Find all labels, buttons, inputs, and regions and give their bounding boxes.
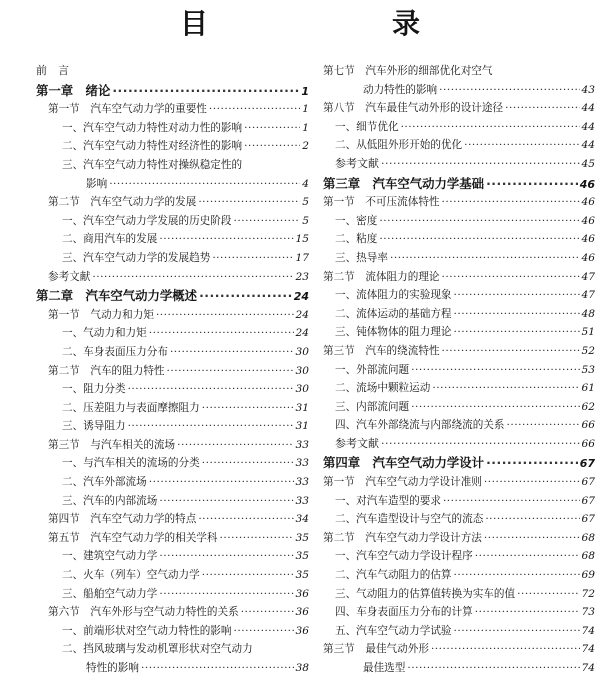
toc-leader-dots: [159, 585, 293, 604]
toc-entry-page: 66: [581, 437, 595, 450]
toc-entry: [323, 659, 595, 678]
toc-leader-dots: [92, 268, 293, 287]
toc-entry-page: 36: [295, 606, 309, 619]
toc-entry-page: 67: [581, 513, 595, 526]
toc-entry: [323, 416, 595, 435]
toc-entry-page: 33: [295, 476, 309, 489]
toc-entry: [323, 193, 595, 212]
toc-leader-dots: [407, 659, 579, 678]
toc-leader-dots: [431, 640, 580, 659]
toc-entry-page: 5: [302, 196, 309, 209]
toc-leader-dots: [454, 323, 580, 342]
toc-entry-title: 一、气动力和力矩: [62, 327, 147, 340]
toc-leader-dots: [507, 416, 580, 435]
toc-entry-title: 二、车身表面压力分布: [62, 345, 168, 358]
toc-entry-page: 5: [302, 214, 309, 227]
toc-entry-page: 35: [295, 531, 309, 544]
toc-leader-dots: [198, 510, 293, 529]
toc-entry: [36, 156, 309, 175]
toc-entry: [36, 81, 309, 101]
toc-entry-title: 第一节 不可压流体特性: [323, 196, 440, 209]
toc-entry-page: 74: [581, 662, 595, 674]
toc-entry: [323, 398, 595, 417]
toc-entry: [36, 585, 309, 604]
toc-entry: [323, 492, 595, 511]
toc-entry-title: 一、汽车空气动力学设计程序: [335, 550, 473, 563]
toc-entry-title: 一、汽车空气动力学发展的历史阶段: [62, 214, 232, 227]
toc-entry: [36, 473, 309, 492]
toc-entry-page: 72: [581, 587, 595, 600]
toc-entry-title: 四、汽车外部绕流与内部绕流的关系: [335, 419, 505, 432]
toc-leader-dots: [505, 99, 579, 118]
toc-entry-title: 一、阻力分类: [62, 383, 126, 396]
toc-entry: [36, 362, 309, 381]
toc-entry-page: 74: [581, 624, 595, 637]
toc-entry-title: 第五节 汽车空气动力学的相关学科: [48, 531, 218, 544]
toc-leader-dots: [379, 230, 579, 249]
toc-entry-title: 三、诱导阻力: [62, 420, 126, 433]
toc-entry-title: 三、汽车空气动力学的发展趋势: [62, 251, 211, 264]
toc-leader-dots: [442, 193, 580, 212]
toc-entry-page: 24: [293, 290, 309, 304]
toc-entry-title: 特性的影响: [86, 662, 139, 674]
toc-entry-title: 二、火车（列车）空气动力学: [62, 569, 200, 582]
toc-entry-title: 一、细节优化: [335, 120, 399, 133]
toc-entry-page: 45: [581, 157, 595, 170]
toc-leader-dots: [198, 193, 300, 212]
toc-leader-dots: [128, 417, 294, 436]
toc-leader-dots: [411, 398, 579, 417]
toc-entry-page: 68: [581, 531, 595, 544]
toc-entry-title: 四、车身表面压力分布的计算: [335, 606, 473, 619]
toc-entry-title: 第一节 汽车空气动力学的重要性: [48, 103, 207, 116]
toc-entry-page: 34: [295, 513, 309, 526]
toc-entry: [36, 380, 309, 399]
toc-leader-dots: [202, 566, 294, 585]
toc-entry-page: 47: [581, 270, 595, 283]
toc-entry: [323, 212, 595, 231]
toc-entry-page: 31: [295, 401, 309, 414]
toc-leader-dots: [484, 529, 580, 548]
toc-entry: [323, 566, 595, 585]
toc-entry-title: 二、从低阻外形开始的优化: [335, 139, 463, 152]
toc-entry: [323, 286, 595, 305]
toc-entry-title: 一、与汽车相关的流场的分类: [62, 457, 200, 470]
toc-entry-title: 参考文献: [335, 156, 379, 170]
toc-leader-dots: [167, 362, 294, 381]
toc-leader-dots: [212, 249, 293, 268]
toc-leader-dots: [390, 249, 580, 268]
toc-leader-dots: [149, 473, 294, 492]
toc-entry: [323, 136, 595, 155]
toc-entry: [36, 137, 309, 156]
toc-entry-page: 46: [579, 177, 595, 191]
toc-entry: [36, 193, 309, 212]
toc-leader-dots: [244, 119, 300, 138]
toc-entry-page: 30: [295, 345, 309, 358]
toc-entry-page: 43: [581, 83, 595, 96]
toc-entry: [36, 268, 309, 287]
toc-entry-title: 二、汽车气动阻力的估算: [335, 569, 452, 582]
toc-entry: [323, 361, 595, 380]
toc-entry-page: 51: [581, 326, 595, 339]
toc-entry-page: 61: [581, 382, 595, 395]
toc-entry: [323, 268, 595, 287]
toc-entry: [323, 453, 595, 473]
toc-leader-dots: [475, 603, 580, 622]
toc-entry-title: 动力特性的影响: [363, 83, 438, 96]
toc-entry-title: 二、汽车造型设计与空气的流态: [335, 513, 484, 526]
toc-entry: [36, 417, 309, 436]
toc-entry: [323, 99, 595, 118]
toc-leader-dots: [486, 453, 578, 473]
toc-leader-dots: [381, 435, 580, 454]
toc-entry: [323, 510, 595, 529]
toc-entry-page: 52: [581, 344, 595, 357]
toc-entry: [323, 473, 595, 492]
toc-entry: [323, 81, 595, 100]
toc-entry: [323, 118, 595, 137]
toc-entry-title: 第三节 与汽车相关的流场: [48, 438, 176, 451]
toc-leader-dots: [177, 436, 293, 455]
toc-entry-page: 31: [295, 420, 309, 433]
toc-entry-title: 第一节 汽车空气动力学设计准则: [323, 476, 482, 489]
toc-entry-title: 二、流场中颗粒运动: [335, 382, 431, 395]
toc-leader-dots: [244, 137, 300, 156]
toc-entry: [36, 306, 309, 325]
toc-entry: [323, 529, 595, 548]
toc-entry: [36, 492, 309, 511]
toc-entry: [323, 155, 595, 174]
toc-leader-dots: [234, 212, 301, 231]
toc-entry: [36, 249, 309, 268]
toc-leader-dots: [112, 81, 299, 101]
toc-entry: [36, 659, 309, 678]
toc-entry: [36, 510, 309, 529]
toc-entry-title: 第四节 汽车空气动力学的特点: [48, 513, 197, 526]
toc-entry: [36, 399, 309, 418]
toc-leader-dots: [411, 361, 579, 380]
toc-entry-title: 第一节 气动力和力矩: [48, 308, 154, 321]
toc-entry-page: 35: [295, 569, 309, 582]
toc-leader-dots: [485, 510, 579, 529]
toc-entry: [323, 622, 595, 641]
toc-entry-page: 48: [581, 307, 595, 320]
toc-entry-page: 67: [581, 476, 595, 489]
toc-entry-title: 第二节 汽车的阻力特性: [48, 364, 165, 377]
toc-leader-dots: [159, 230, 293, 249]
toc-entry-title: 前 言: [36, 64, 69, 77]
toc-entry-page: 62: [581, 400, 595, 413]
toc-entry-title: 第四章 汽车空气动力学设计: [323, 455, 485, 471]
toc-leader-dots: [486, 174, 578, 194]
toc-entry-page: 33: [295, 438, 309, 451]
toc-entry-title: 一、密度: [335, 214, 378, 227]
toc-entry: [323, 435, 595, 454]
toc-entry-title: 二、汽车外部流场: [62, 476, 147, 489]
toc-entry-page: 46: [581, 196, 595, 209]
toc-entry-page: 1: [302, 103, 309, 116]
toc-leader-dots: [379, 212, 579, 231]
toc-entry-page: 15: [295, 233, 309, 246]
toc-entry-page: 67: [579, 457, 595, 471]
toc-entry: [323, 585, 595, 604]
toc-entry-title: 三、汽车的内部流场: [62, 494, 158, 507]
toc-leader-dots: [202, 454, 294, 473]
toc-entry-page: 4: [302, 177, 309, 190]
toc-leader-dots: [484, 473, 580, 492]
toc-entry: [36, 529, 309, 548]
toc-entry-page: 1: [301, 84, 309, 98]
toc-leader-dots: [128, 380, 294, 399]
toc-entry-title: 一、流体阻力的实验现象: [335, 289, 452, 302]
toc-entry: [36, 566, 309, 585]
toc-entry-page: 66: [581, 419, 595, 432]
toc-leader-dots: [199, 286, 292, 306]
toc-leader-dots: [454, 286, 580, 305]
toc-entry-title: 一、外部流问题: [335, 363, 410, 376]
toc-leader-dots: [475, 547, 580, 566]
toc-entry-title: 影响: [86, 177, 108, 190]
toc-entry-page: 2: [302, 140, 309, 153]
toc-leader-dots: [202, 399, 294, 418]
toc-entry-title: 第三节 最佳气动外形: [323, 643, 429, 656]
toc-entry-title: 一、对汽车造型的要求: [335, 494, 441, 507]
toc-entry-page: 30: [295, 383, 309, 396]
toc-entry: [323, 62, 595, 81]
toc-entry-title: 最佳选型: [363, 662, 406, 674]
toc-entry: [323, 342, 595, 361]
toc-entry-page: 23: [295, 270, 309, 283]
toc-leader-dots: [401, 118, 580, 137]
toc-entry: [36, 100, 309, 119]
toc-entry: [36, 212, 309, 231]
toc-entry-page: 68: [581, 550, 595, 563]
toc-entry-page: 33: [295, 494, 309, 507]
toc-entry-page: 74: [581, 643, 595, 656]
toc-entry: [323, 230, 595, 249]
toc-leader-dots: [170, 343, 294, 362]
toc-leader-dots: [241, 603, 294, 622]
toc-entry-title: 第七节 汽车外形的细部优化对空气: [323, 65, 493, 77]
toc-entry-page: 30: [295, 364, 309, 377]
toc-entry: [36, 343, 309, 362]
toc-entry-title: 第二节 汽车空气动力学设计方法: [323, 531, 482, 544]
toc-entry: [323, 640, 595, 659]
toc-leader-dots: [454, 622, 580, 641]
toc-right-column: [323, 62, 595, 678]
toc-leader-dots: [149, 324, 294, 343]
toc-entry-title: 二、商用汽车的发展: [62, 233, 158, 246]
toc-leader-dots: [141, 659, 294, 678]
toc-entry-title: 参考文献: [335, 436, 379, 450]
toc-entry: [323, 305, 595, 324]
toc-entry-title: 第八节 汽车最佳气动外形的设计途径: [323, 102, 504, 115]
toc-entry-page: 24: [295, 327, 309, 340]
toc-entry-title: 三、内部流问题: [335, 400, 410, 413]
toc-entry-page: 17: [295, 251, 309, 264]
toc-leader-dots: [159, 492, 293, 511]
toc-leader-dots: [464, 136, 579, 155]
toc-entry-title: 三、船舶空气动力学: [62, 587, 158, 600]
toc-entry: [323, 174, 595, 194]
toc-leader-dots: [234, 622, 294, 641]
toc-entry-page: 35: [295, 550, 309, 563]
toc-entry-page: 44: [581, 120, 595, 133]
toc-entry-title: 第一章 绪论: [36, 82, 111, 98]
toc-entry: [323, 547, 595, 566]
toc-entry-title: 第二章 汽车空气动力学概述: [36, 288, 198, 304]
toc-entry: [36, 286, 309, 306]
toc-entry: [323, 603, 595, 622]
page-title: 目 录: [179, 7, 498, 40]
toc-entry-title: 第三节 汽车的绕流特性: [323, 344, 440, 357]
toc-entry-title: 一、建筑空气动力学: [62, 550, 158, 563]
toc-entry: [36, 436, 309, 455]
toc-entry-page: 1: [302, 121, 309, 134]
toc-leader-dots: [109, 175, 300, 194]
toc-leader-dots: [156, 306, 294, 325]
toc-entry-title: 一、前端形状对空气动力特性的影响: [62, 624, 232, 637]
toc-leader-dots: [442, 342, 580, 361]
toc-entry: [36, 622, 309, 641]
toc-entry-title: 二、压差阻力与表面摩擦阻力: [62, 401, 200, 414]
toc-entry-page: 67: [581, 494, 595, 507]
toc-leader-dots: [442, 268, 580, 287]
toc-leader-dots: [220, 529, 294, 548]
toc-entry-title: 第二节 汽车空气动力学的发展: [48, 196, 197, 209]
toc-entry: [323, 323, 595, 342]
toc-entry-page: 46: [581, 233, 595, 246]
toc-entry-title: 三、钝体物体的阻力理论: [335, 326, 452, 339]
toc-entry: [36, 119, 309, 138]
toc-entry-title: 三、汽车空气动力特性对操纵稳定性的: [62, 158, 243, 171]
toc-entry-title: 第三章 汽车空气动力学基础: [323, 175, 485, 191]
toc-leader-dots: [439, 81, 579, 100]
toc-entry: [36, 454, 309, 473]
toc-entry-title: 一、汽车空气动力特性对动力性的影响: [62, 121, 243, 134]
toc-entry-title: 二、挡风玻璃与发动机罩形状对空气动力: [62, 643, 253, 656]
toc-entry-title: 五、汽车空气动力学试验: [335, 624, 452, 637]
toc-leader-dots: [159, 547, 293, 566]
toc-entry-page: 69: [581, 569, 595, 582]
toc-leader-dots: [432, 379, 579, 398]
toc-entry: [36, 603, 309, 622]
toc-entry-page: 44: [581, 139, 595, 152]
toc-entry-title: 参考文献: [48, 270, 91, 283]
toc-leader-dots: [454, 305, 580, 324]
toc-entry-page: 46: [581, 251, 595, 264]
toc-entry: [36, 324, 309, 343]
toc-entry-title: 二、粘度: [335, 233, 378, 246]
toc-entry-title: 三、气动阻力的估算值转换为实车的值: [335, 587, 516, 600]
toc-entry-page: 38: [295, 662, 309, 674]
toc-leader-dots: [454, 566, 580, 585]
toc-entry-page: 73: [581, 606, 595, 619]
toc-entry-page: 33: [295, 457, 309, 470]
toc-leader-dots: [517, 585, 579, 604]
toc-entry: [36, 547, 309, 566]
toc-entry: [36, 175, 309, 194]
toc-entry: [323, 379, 595, 398]
toc-leader-dots: [443, 492, 580, 511]
toc-entry-title: 第二节 流体阻力的理论: [323, 270, 440, 283]
toc-entry-title: 二、流体运动的基础方程: [335, 307, 452, 320]
toc-entry-page: 36: [295, 624, 309, 637]
toc-entry-page: 44: [581, 102, 595, 115]
toc-entry-page: 46: [581, 214, 595, 227]
toc-entry-page: 24: [295, 308, 309, 321]
toc-entry-page: 47: [581, 289, 595, 302]
toc-leader-dots: [209, 100, 300, 119]
toc-entry: [36, 640, 309, 659]
toc-entry: [36, 230, 309, 249]
toc-entry-title: 第六节 汽车外形与空气动力特性的关系: [48, 606, 239, 619]
toc-entry-title: 二、汽车空气动力特性对经济性的影响: [62, 140, 243, 153]
toc-entry-page: 36: [295, 587, 309, 600]
toc-entry: [323, 249, 595, 268]
toc-leader-dots: [381, 155, 580, 174]
toc-entry-title: 三、热导率: [335, 251, 388, 264]
toc-entry: [36, 62, 309, 81]
toc-left-column: [36, 62, 309, 678]
toc-entry-page: 53: [581, 363, 595, 376]
